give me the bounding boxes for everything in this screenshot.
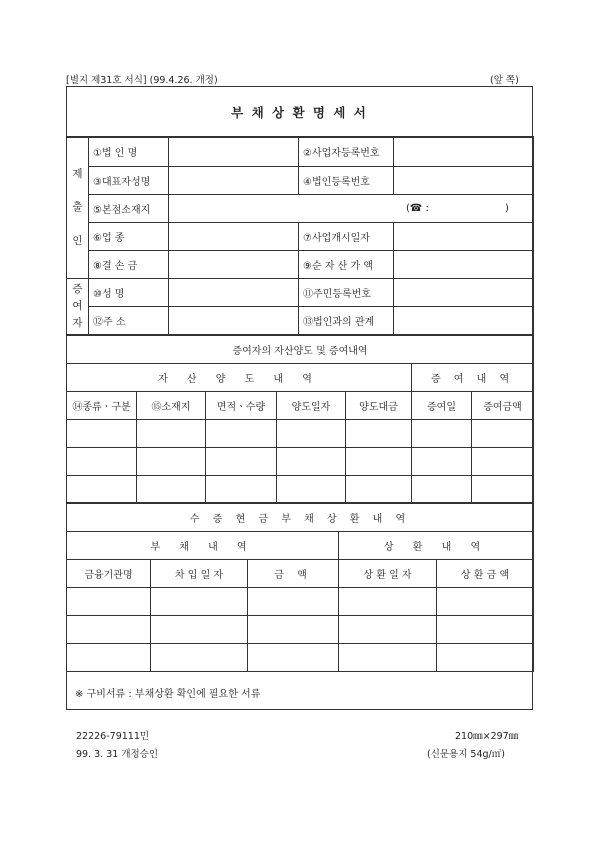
business-type-field[interactable]: [169, 223, 299, 251]
corp-name-field[interactable]: [169, 137, 299, 167]
business-type-label: ⑥업 종: [89, 223, 169, 251]
cell[interactable]: [248, 616, 339, 644]
col-transfer-date: 양도일자: [277, 392, 346, 420]
cell[interactable]: [277, 448, 346, 476]
donor-char-2: 여: [72, 300, 83, 313]
donor-side-label: [67, 279, 89, 335]
phone-label: (☎ :: [406, 203, 429, 214]
submitter-section: [67, 137, 532, 336]
approval-date: 99. 3. 31 개정승인: [76, 749, 159, 760]
submitter-char-1: 제: [72, 167, 83, 180]
cell[interactable]: [472, 420, 534, 448]
phone-close: ): [505, 203, 509, 214]
cell[interactable]: [206, 420, 277, 448]
donor-address-field[interactable]: [169, 307, 299, 335]
resident-no-label: ⑪주민등록번호: [299, 279, 394, 307]
cell[interactable]: [137, 476, 206, 504]
required-documents-note: ※ 구비서류 : 부채상환 확인에 필요한 서류: [75, 689, 261, 700]
cell[interactable]: [206, 448, 277, 476]
ceo-name-field[interactable]: [169, 167, 299, 195]
col-gift-amount: 증여금액: [472, 392, 534, 420]
ceo-name-label: ③대표자성명: [89, 167, 169, 195]
col-location: ⑮소재지: [137, 392, 206, 420]
net-assets-label: ⑨순 자 산 가 액: [299, 251, 394, 279]
corp-reg-no-label: ④법인등록번호: [299, 167, 394, 195]
cell[interactable]: [67, 476, 137, 504]
biz-start-date-field[interactable]: [394, 223, 534, 251]
biz-reg-no-label: ②사업자등록번호: [299, 137, 394, 167]
form-title: 부 채 상 환 명 세 서: [231, 105, 368, 120]
cell[interactable]: [206, 476, 277, 504]
cell[interactable]: [339, 588, 437, 616]
table-row: [67, 644, 534, 672]
table-row: [67, 420, 534, 448]
cell[interactable]: [67, 448, 137, 476]
cell[interactable]: [412, 448, 472, 476]
gift-title: 증 여 내 역: [412, 364, 534, 392]
col-repay-amount: 상 환 금 액: [437, 560, 534, 588]
cell[interactable]: [137, 448, 206, 476]
donation-section-title: 증여자의 자산양도 및 증여내역: [67, 336, 534, 364]
donor-char-3: 자: [72, 316, 83, 329]
cell[interactable]: [472, 476, 534, 504]
cell[interactable]: [339, 644, 437, 672]
cell[interactable]: [151, 616, 248, 644]
col-repay-date: 상 환 일 자: [339, 560, 437, 588]
col-amount: 금 액: [248, 560, 339, 588]
cell[interactable]: [151, 588, 248, 616]
cell[interactable]: [412, 476, 472, 504]
corp-name-label: ①법 인 명: [89, 137, 169, 167]
table-row: [67, 588, 534, 616]
donor-address-label: ⑫주 소: [89, 307, 169, 335]
col-type: ⑭종류ㆍ구분: [67, 392, 137, 420]
cell[interactable]: [346, 420, 412, 448]
relation-field[interactable]: [394, 307, 534, 335]
col-gift-date: 증여일: [412, 392, 472, 420]
deficit-label: ⑧결 손 금: [89, 251, 169, 279]
cell[interactable]: [248, 644, 339, 672]
cell[interactable]: [277, 476, 346, 504]
table-row: [67, 448, 534, 476]
submitter-side-label: [67, 137, 89, 279]
form-number: [별지 제31호 서식] (99.4.26. 개정): [66, 75, 218, 86]
donor-name-label: ⑩성 명: [89, 279, 169, 307]
cell[interactable]: [67, 616, 151, 644]
repayment-section-title: 수 증 현 금 부 채 상 환 내 역: [67, 503, 534, 532]
cell[interactable]: [437, 616, 534, 644]
submitter-char-3: 인: [72, 234, 83, 247]
col-area-qty: 면적ㆍ수량: [206, 392, 277, 420]
cell[interactable]: [67, 420, 137, 448]
cell[interactable]: [437, 588, 534, 616]
cell[interactable]: [472, 448, 534, 476]
paper-type: (신문용지 54g/㎡): [427, 749, 505, 760]
paper-size: 210㎜×297㎜: [455, 731, 519, 742]
page-side: (앞 쪽): [490, 75, 519, 86]
cell[interactable]: [346, 476, 412, 504]
corp-reg-no-field[interactable]: [394, 167, 534, 195]
table-row: [67, 616, 534, 644]
donor-name-field[interactable]: [169, 279, 299, 307]
col-borrow-date: 차 입 일 자: [151, 560, 248, 588]
relation-label: ⑬법인과의 관계: [299, 307, 394, 335]
cell[interactable]: [137, 420, 206, 448]
col-bank: 금융기관명: [67, 560, 151, 588]
hq-address-field[interactable]: [169, 195, 534, 223]
cell[interactable]: [67, 588, 151, 616]
submitter-char-2: 출: [72, 201, 83, 214]
col-transfer-price: 양도대금: [346, 392, 412, 420]
cell[interactable]: [277, 420, 346, 448]
cell[interactable]: [248, 588, 339, 616]
cell[interactable]: [151, 644, 248, 672]
form-code: 22226-79111민: [76, 731, 150, 742]
cell[interactable]: [346, 448, 412, 476]
table-row: [67, 476, 534, 504]
deficit-field[interactable]: [169, 251, 299, 279]
cell[interactable]: [437, 644, 534, 672]
resident-no-field[interactable]: [394, 279, 534, 307]
cell[interactable]: [412, 420, 472, 448]
cell[interactable]: [67, 644, 151, 672]
biz-start-date-label: ⑦사업개시일자: [299, 223, 394, 251]
donor-char-1: 증: [72, 283, 83, 296]
repayment-section: [67, 503, 532, 671]
donation-section: [67, 336, 532, 503]
debt-title: 부 채 내 역: [67, 532, 339, 560]
hq-address-label: ⑤본점소재지: [89, 195, 169, 223]
biz-reg-no-field[interactable]: [394, 137, 534, 167]
title-row: [67, 87, 532, 138]
form-frame: [66, 86, 533, 710]
repay-title: 상 환 내 역: [339, 532, 534, 560]
transfer-title: 자 산 양 도 내 역: [67, 364, 412, 392]
net-assets-field[interactable]: [394, 251, 534, 279]
cell[interactable]: [339, 616, 437, 644]
